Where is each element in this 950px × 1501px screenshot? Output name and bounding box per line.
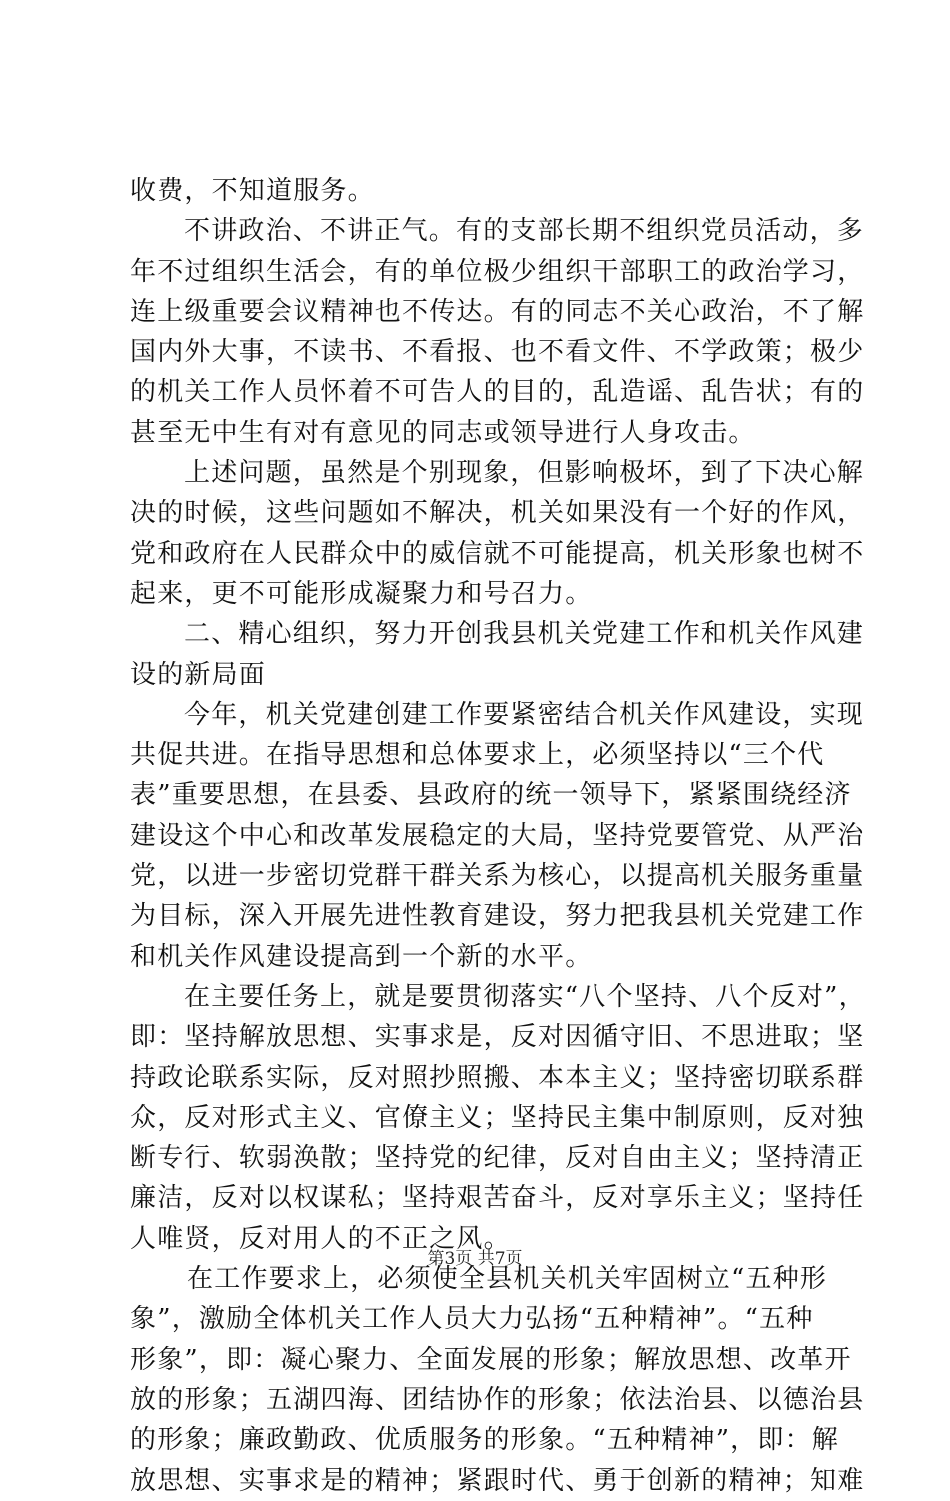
section-heading-line: 二、精心组织，努力开创我县机关党建工作和机关作风建 [184,619,865,650]
text-line: 形象”，即：凝心聚力、全面发展的形象；解放思想、改革开 [130,1344,852,1375]
text-line: 的机关工作人员怀着不可告人的目的，乱造谣、乱告状；有的 [130,377,865,408]
text-line: 断专行、软弱涣散；坚持党的纪律，反对自由主义；坚持清正 [130,1143,865,1174]
text-line: 持政论联系实际，反对照抄照搬、本本主义；坚持密切联系群 [130,1062,865,1093]
document-body [130,171,866,1501]
text-line: 为目标，深入开展先进性教育建设，努力把我县机关党建工作 [130,901,865,932]
text-line: 和机关作风建设提高到一个新的水平。 [130,941,593,972]
text-line: 起来，更不可能形成凝聚力和号召力。 [130,578,593,609]
text-line: 建设这个中心和改革发展稳定的大局，坚持党要管党、从严治 [130,820,865,851]
text-line: 人唯贤，反对用人的不正之风。 [130,1223,511,1254]
text-line: 收费，不知道服务。 [130,176,375,206]
text-line: 甚至无中生有对有意见的同志或领导进行人身攻击。 [130,417,756,448]
text-line: 今年，机关党建创建工作要紧密结合机关作风建设，实现 [184,699,865,730]
text-line: 的形象；廉政勤政、优质服务的形象。“五种精神”，即：解 [130,1425,839,1456]
text-line: 共促共进。在指导思想和总体要求上，必须坚持以“三个代 [130,740,825,771]
text-line: 上述问题，虽然是个别现象，但影响极坏，到了下决心解 [184,458,865,489]
text-line: 党，以进一步密切党群干群关系为核心，以提高机关服务重量 [130,861,865,892]
text-line: 决的时候，这些问题如不解决，机关如果没有一个好的作风， [130,498,865,529]
text-line: 表”重要思想，在县委、县政府的统一领导下，紧紧围绕经济 [130,780,852,811]
text-line: 放的形象；五湖四海、团结协作的形象；依法治县、以德治县 [130,1384,865,1415]
text-line: 即：坚持解放思想、实事求是，反对因循守旧、不思进取；坚 [130,1022,865,1053]
text-line: 连上级重要会议精神也不传达。有的同志不关心政治，不了解 [130,296,865,327]
text-line: 众，反对形式主义、官僚主义；坚持民主集中制原则，反对独 [130,1102,865,1133]
text-line: 国内外大事，不读书、不看报、也不看文件、不学政策；极少 [130,337,865,368]
text-line: 廉洁，反对以权谋私；坚持艰苦奋斗，反对享乐主义；坚持任 [130,1183,865,1214]
text-line: 年不过组织生活会，有的单位极少组织干部职工的政治学习， [130,256,865,287]
text-line: 不讲政治、不讲正气。有的支部长期不组织党员活动，多 [184,216,865,247]
text-line: 党和政府在人民群众中的威信就不可能提高，机关形象也树不 [130,538,865,569]
text-line: 放思想、实事求是的精神；紧跟时代、勇于创新的精神；知难 [130,1465,865,1496]
section-heading-line: 设的新局面 [130,659,267,690]
text-line: 在工作要求上，必须使全县机关机关牢固树立“五种形 [187,1264,828,1295]
page-number-footer: 第3页 共7页 [427,1249,523,1269]
text-line: 象”，激励全体机关工作人员大力弘扬“五种精神”。“五种 [130,1304,814,1335]
text-line: 在主要任务上，就是要贯彻落实“八个坚持、八个反对”， [184,981,866,1012]
